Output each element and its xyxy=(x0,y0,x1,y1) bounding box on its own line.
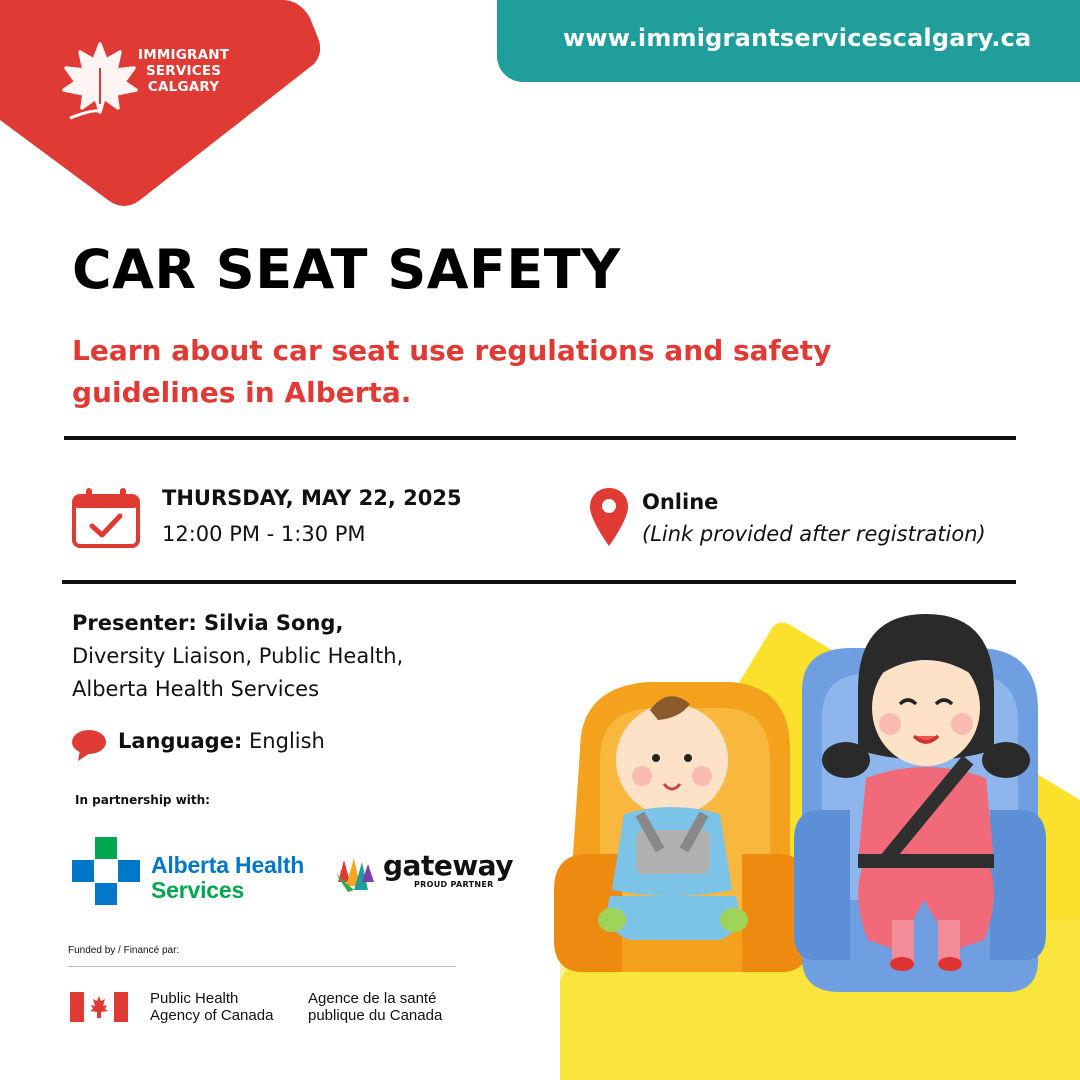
divider-bottom xyxy=(62,580,1016,584)
event-title: CAR SEAT SAFETY xyxy=(72,238,621,301)
speech-bubble-icon xyxy=(70,728,108,762)
map-pin-icon xyxy=(588,486,630,548)
phac-french xyxy=(308,990,442,1024)
brand-name-line-1: IMMIGRANT xyxy=(138,47,230,63)
language-label: Language: xyxy=(118,729,243,753)
event-location: Online xyxy=(642,490,719,514)
url-banner xyxy=(497,0,1080,82)
canada-flag-icon xyxy=(70,992,128,1022)
brand-name-line-3: CALGARY xyxy=(147,79,220,95)
children-car-seats-illustration xyxy=(540,600,1080,1080)
ahs-logo-text xyxy=(151,853,304,903)
language-value: English xyxy=(249,729,325,753)
brand-corner-shape xyxy=(0,0,320,210)
website-link[interactable]: www.immigrantservicescalgary.ca xyxy=(563,24,1032,52)
event-date: THURSDAY, MAY 22, 2025 xyxy=(162,486,462,510)
presenter-org: Alberta Health Services xyxy=(72,677,320,701)
event-subtitle: Learn about car seat use regulations and safety guidelines in Alberta. xyxy=(72,334,832,409)
presenter-block xyxy=(72,607,403,706)
presenter-name: Presenter: Silvia Song, xyxy=(72,611,344,635)
gateway-proud-partner: PROUD PARTNER xyxy=(414,880,494,889)
phac-en-line-2: Agency of Canada xyxy=(150,1007,274,1024)
maple-leaf-logo-icon xyxy=(60,38,140,120)
event-time: 12:00 PM - 1:30 PM xyxy=(162,522,366,546)
gateway-logo-icon xyxy=(334,852,376,894)
funded-by-label: Funded by / Financé par: xyxy=(68,945,180,956)
phac-english xyxy=(150,990,273,1024)
phac-fr-line-1: Agence de la santé xyxy=(308,990,437,1007)
ahs-line-1: Alberta Health xyxy=(151,852,305,878)
brand-name-line-2: SERVICES xyxy=(145,63,222,79)
phac-fr-line-2: publique du Canada xyxy=(308,1007,443,1024)
presenter-role: Diversity Liaison, Public Health, xyxy=(72,644,404,668)
brand-name xyxy=(138,47,229,95)
language-line xyxy=(118,729,325,753)
gateway-logo-text: gateway xyxy=(383,849,513,882)
divider-top xyxy=(64,436,1016,440)
ahs-line-2: Services xyxy=(151,877,245,903)
funding-divider xyxy=(68,966,456,967)
partnership-label: In partnership with: xyxy=(75,793,210,807)
event-location-note: (Link provided after registration) xyxy=(642,522,986,546)
calendar-check-icon xyxy=(70,486,142,550)
phac-en-line-1: Public Health xyxy=(150,990,239,1007)
alberta-health-services-logo-icon xyxy=(72,837,140,905)
